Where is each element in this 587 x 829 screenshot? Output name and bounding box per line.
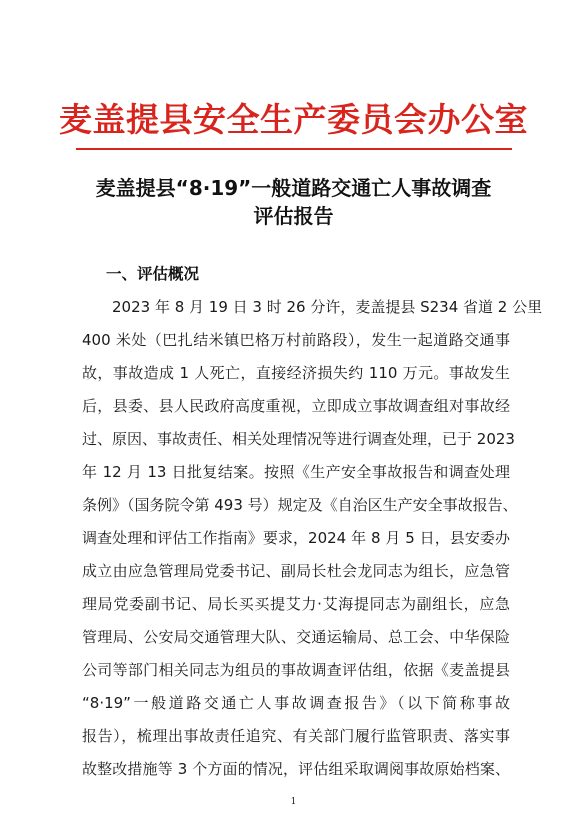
paragraph-line: “8·19”一般道路交通亡人事故调查报告》（以下简称事故 — [82, 694, 510, 712]
paragraph-line: 管理局、公安局交通管理大队、交通运输局、总工会、中华保险 — [82, 628, 510, 646]
paragraph-line: 调查处理和评估工作指南》要求，2024 年 8 月 5 日，县安委办 — [82, 529, 510, 547]
paragraph-line: 成立由应急管理局党委书记、副局长杜会龙同志为组长，应急管 — [82, 562, 510, 580]
document-title-line-2: 评估报告 — [253, 204, 334, 228]
issuing-organization-header: 麦盖提县安全生产委员会办公室 — [59, 100, 528, 139]
page-number: 1 — [290, 797, 297, 807]
document-title-line-1: 麦盖提县“8·19”一般道路交通亡人事故调查 — [95, 176, 492, 200]
paragraph-line: 条例》（国务院令第 493 号）规定及《自治区生产安全事故报告、 — [82, 496, 518, 514]
paragraph-line: 故整改措施等 3 个方面的情况，评估组采取调阅事故原始档案、 — [82, 760, 510, 778]
paragraph-line: 过、原因、事故责任、相关处理情况等进行调查处理，已于 2023 — [82, 430, 515, 448]
paragraph-line: 报告），梳理出事故责任追究、有关部门履行监管职责、落实事 — [82, 727, 510, 745]
paragraph-line: 故，事故造成 1 人死亡，直接经济损失约 110 万元。事故发生 — [82, 364, 510, 382]
header-red-rule — [76, 148, 512, 150]
paragraph-line: 2023 年 8 月 19 日 3 时 26 分许，麦盖提县 S234 省道 2 公里 — [112, 298, 543, 316]
paragraph-line: 年 12 月 13 日批复结案。按照《生产安全事故报告和调查处理 — [82, 463, 510, 481]
paragraph-line: 后，县委、县人民政府高度重视，立即成立事故调查组对事故经 — [82, 397, 510, 415]
paragraph-line: 公司等部门相关同志为组员的事故调查评估组，依据《麦盖提县 — [82, 661, 510, 679]
paragraph-line: 理局党委副书记、局长买买提艾力·艾海提同志为副组长，应急 — [82, 595, 510, 613]
section-heading-overview: 一、评估概况 — [106, 265, 200, 283]
paragraph-line: 400 米处（巴扎结米镇巴格万村前路段），发生一起道路交通事 — [82, 331, 510, 349]
